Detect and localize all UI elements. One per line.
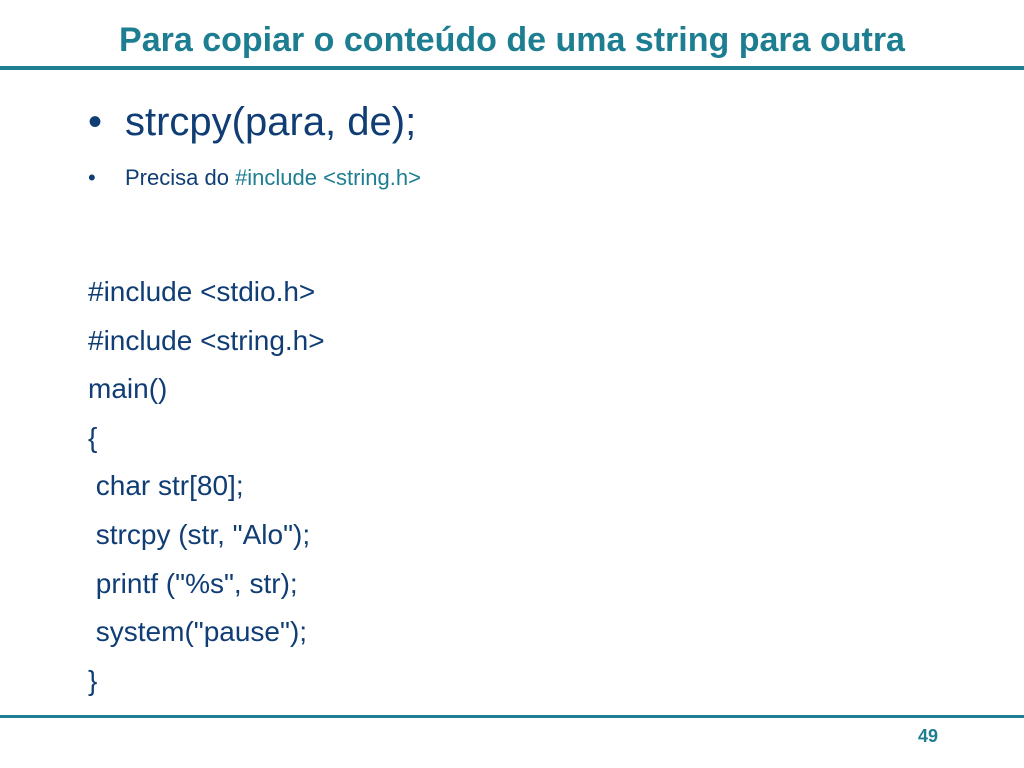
- code-line: }: [88, 664, 98, 696]
- bullet-item-strcpy: [88, 96, 416, 148]
- code-line: strcpy (str, "Alo");: [88, 518, 311, 550]
- bullet-text: strcpy(para, de);: [125, 100, 417, 144]
- slide-title: Para copiar o conteúdo de uma string para outra: [119, 21, 905, 59]
- page-number: 49: [917, 726, 938, 746]
- code-line: {: [88, 421, 98, 453]
- bullet-marker: •: [88, 165, 96, 190]
- code-line: main(): [88, 373, 168, 405]
- code-line: printf ("%s", str);: [88, 567, 298, 599]
- code-line: #include <stdio.h>: [88, 276, 316, 307]
- include-directive: #include <string.h>: [235, 165, 421, 190]
- footer-divider: [0, 715, 1024, 718]
- code-line: char str[80];: [88, 470, 244, 502]
- bullet-marker: •: [88, 100, 103, 144]
- code-line: system("pause");: [88, 616, 308, 648]
- bullet-text: Precisa do: [125, 165, 236, 190]
- code-line: #include <string.h>: [88, 324, 325, 356]
- code-block: [88, 268, 325, 705]
- bullet-item-include: [88, 163, 421, 193]
- title-divider: [0, 66, 1024, 70]
